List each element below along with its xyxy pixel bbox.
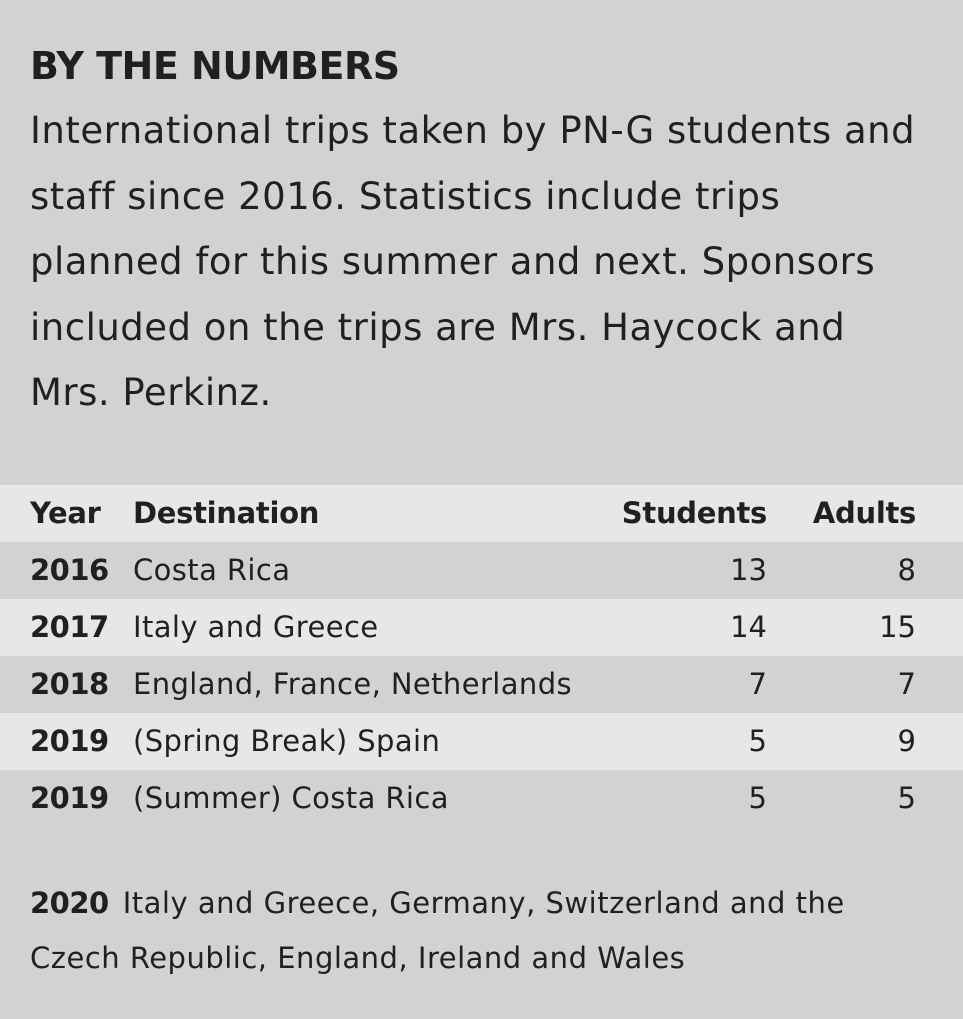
column-header-students: Students — [621, 496, 767, 530]
row-adults: 15 — [879, 610, 916, 644]
row-adults: 9 — [897, 724, 916, 758]
row-adults: 5 — [897, 781, 916, 815]
planned-trips-note — [30, 876, 930, 986]
trips-table — [0, 485, 963, 827]
row-students: 13 — [730, 553, 767, 587]
column-header-year: Year — [30, 496, 101, 530]
row-students: 14 — [730, 610, 767, 644]
planned-destinations: Italy and Greece, Germany, Switzerland and the Czech Republic, England, Ireland and Wales — [30, 886, 845, 975]
row-destination: Italy and Greece — [133, 610, 379, 644]
page-title: BY THE NUMBERS — [30, 44, 400, 88]
row-year: 2017 — [30, 610, 109, 644]
table-row — [0, 542, 963, 599]
row-destination: Costa Rica — [133, 553, 291, 587]
planned-year: 2020 — [30, 886, 109, 920]
table-row — [0, 599, 963, 656]
row-students: 5 — [748, 724, 767, 758]
row-adults: 8 — [897, 553, 916, 587]
table-row — [0, 656, 963, 713]
row-destination: (Summer) Costa Rica — [133, 781, 449, 815]
row-students: 5 — [748, 781, 767, 815]
row-destination: England, France, Netherlands — [133, 667, 573, 701]
row-year: 2016 — [30, 553, 109, 587]
intro-paragraph: International trips taken by PN-G students and staff since 2016. Statistics include trips planned for this summer and next. Sponsors included on the trips are Mrs. Haycock and Mrs. Perkinz. — [30, 109, 916, 414]
column-header-destination: Destination — [133, 496, 320, 530]
row-year: 2019 — [30, 724, 109, 758]
table-header-row — [0, 485, 963, 542]
table-row — [0, 713, 963, 770]
row-destination: (Spring Break) Spain — [133, 724, 441, 758]
table-row — [0, 770, 963, 827]
row-year: 2018 — [30, 667, 109, 701]
row-year: 2019 — [30, 781, 109, 815]
row-students: 7 — [748, 667, 767, 701]
column-header-adults: Adults — [812, 496, 916, 530]
row-adults: 7 — [897, 667, 916, 701]
